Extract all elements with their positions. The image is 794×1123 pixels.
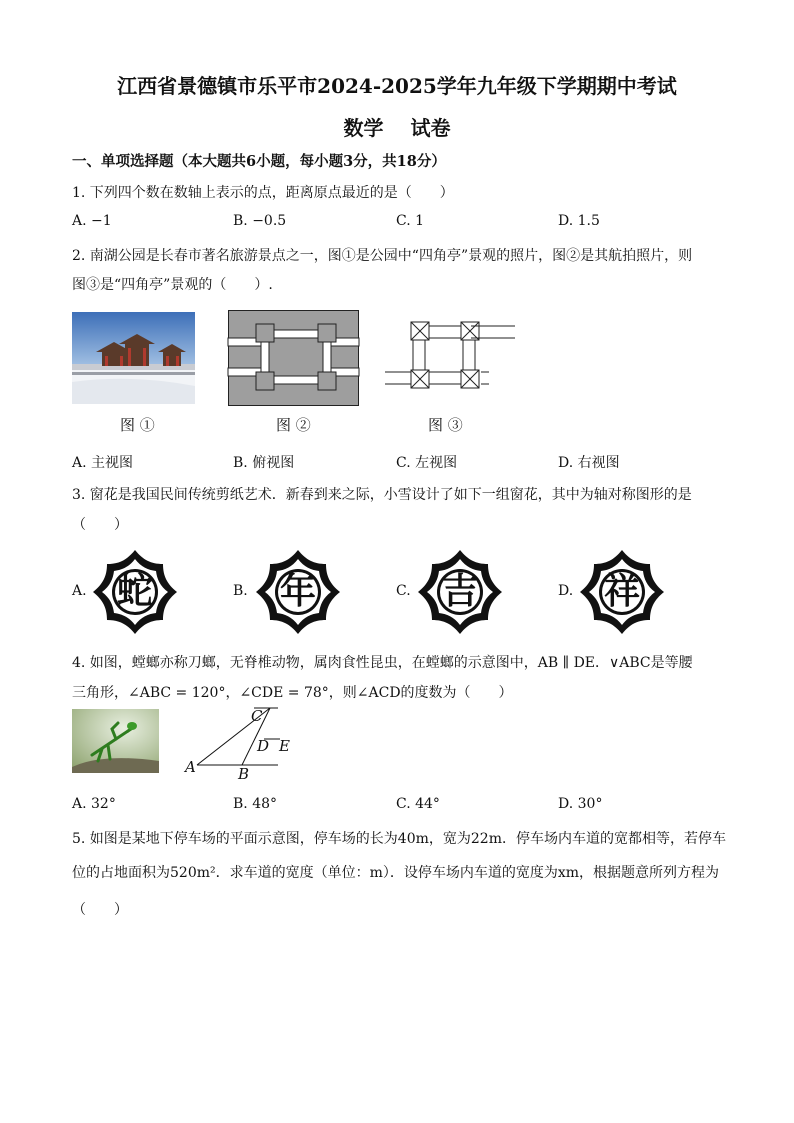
q3-option-a-letter: A. xyxy=(72,583,87,599)
window-flower-luck xyxy=(418,550,502,634)
q5-stem-line1: 5. 如图是某地下停车场的平面示意图，停车场的长为40m，宽为22m．停车场内车道的宽都相等，若停车 xyxy=(72,831,726,847)
q4-option-d: D. 30° xyxy=(558,796,603,812)
q3-stem-line1: 3. 窗花是我国民间传统剪纸艺术．新春到来之际，小雪设计了如下一组窗花，其中为轴对称图形的是 xyxy=(72,487,692,503)
point-label-a: A xyxy=(185,758,196,776)
window-flower-auspicious xyxy=(580,550,664,634)
q1-option-a: A. −1 xyxy=(72,213,112,229)
window-flower-char-a: 蛇 xyxy=(116,571,153,612)
section-heading: 一、单项选择题（本大题共6小题，每小题3分，共18分） xyxy=(72,153,446,170)
q1-option-b: B. −0.5 xyxy=(233,213,287,229)
point-label-b: B xyxy=(238,765,250,783)
q3-option-c-letter: C. xyxy=(396,583,411,599)
q1-stem: 1. 下列四个数在数轴上表示的点，距离原点最近的是（ ） xyxy=(72,185,454,201)
q4-option-a: A. 32° xyxy=(72,796,116,812)
q3-option-b-letter: B. xyxy=(233,583,248,599)
q1-option-c: C. 1 xyxy=(396,213,425,229)
pavilion-photo xyxy=(72,312,195,404)
q2-option-c: C. 左视图 xyxy=(396,455,458,471)
q4-stem-line1: 4. 如图，螳螂亦称刀螂，无脊椎动物，属肉食性昆虫，在螳螂的示意图中，AB ∥ DE．∨ABC是等腰 xyxy=(72,655,693,671)
figure-1-caption: 图 ① xyxy=(120,416,155,434)
q4-stem-line2: 三角形，∠ABC = 120°，∠CDE = 78°，则∠ACD的度数为（ ） xyxy=(72,685,513,701)
figure-3-caption: 图 ③ xyxy=(428,416,463,434)
q5-stem-line2: 位的占地面积为520m²．求车道的宽度（单位：m）．设停车场内车道的宽度为xm，根据题意所列方程为 xyxy=(72,865,720,881)
q4-option-c: C. 44° xyxy=(396,796,440,812)
point-label-e: E xyxy=(279,737,290,755)
q3-stem-line2: （ ） xyxy=(72,517,128,533)
q2-option-b: B. 俯视图 xyxy=(233,455,295,471)
window-flower-snake xyxy=(93,550,177,634)
q1-option-d: D. 1.5 xyxy=(558,213,600,229)
q2-stem-line1: 2. 南湖公园是长春市著名旅游景点之一，图①是公园中“四角亭”景观的照片，图②是其航拍照片，则 xyxy=(72,248,693,264)
q5-stem-line3: （ ） xyxy=(72,902,128,918)
mantis-photo xyxy=(72,709,159,773)
point-label-d: D xyxy=(257,737,270,755)
window-flower-char-b: 年 xyxy=(279,571,316,612)
window-flower-char-d: 祥 xyxy=(603,571,640,612)
q2-stem-line2: 图③是“四角亭”景观的（ ）. xyxy=(72,277,273,293)
window-flower-char-c: 吉 xyxy=(441,571,478,612)
page-title: 江西省景德镇市乐平市2024-2025学年九年级下学期期中考试 xyxy=(117,74,677,98)
q2-option-d: D. 右视图 xyxy=(558,455,620,471)
q2-option-a: A. 主视图 xyxy=(72,455,134,471)
window-flower-year xyxy=(256,550,340,634)
figure-2-caption: 图 ② xyxy=(276,416,311,434)
pavilion-view-drawing xyxy=(385,318,515,396)
page-subtitle: 数学 试卷 xyxy=(343,116,451,140)
point-label-c: C xyxy=(251,707,263,725)
q3-option-d-letter: D. xyxy=(558,583,574,599)
q4-option-b: B. 48° xyxy=(233,796,278,812)
aerial-view-figure xyxy=(228,310,359,406)
